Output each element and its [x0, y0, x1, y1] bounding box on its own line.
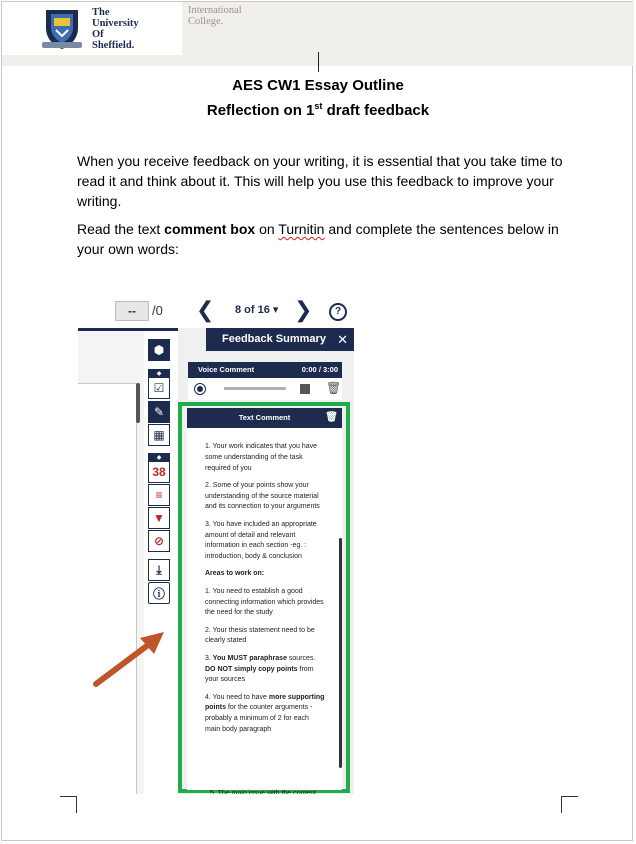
- chevron-right-icon[interactable]: ❯: [294, 297, 313, 322]
- tool-column: [144, 331, 178, 794]
- delete-comment-icon[interactable]: 🗑: [325, 412, 338, 423]
- voice-timer: 0:00 / 3:00: [301, 365, 338, 374]
- layer-toggle-icon[interactable]: ◆: [148, 369, 170, 377]
- page-number-input[interactable]: --: [115, 301, 149, 321]
- help-icon[interactable]: ?: [329, 303, 347, 321]
- comment-text: 1. Your work indicates that you have some understanding of the task required of you 2. Some of your points show your understanding of the source material and its connection to your arguments 3. You have included an appropriate amount of detail and relevant information in each section -eg. : introduction, body & conclusion Areas to work on: 1. You need to establish a good connecting information which provides the need for the study 2. Your thesis statement need to be clearly stated 3. You MUST paraphrase sources. DO NOT simply copy points from your sources 4. You need to have more supporting points for the counter arguments - probably a minimum of 2 for each main body paragraph: [205, 443, 325, 734]
- similarity-badge[interactable]: 38: [148, 461, 170, 483]
- turnitin-screenshot: [78, 294, 354, 794]
- voice-comment-header: Voice Comment 0:00 / 3:00: [188, 362, 342, 378]
- record-icon[interactable]: [194, 383, 206, 395]
- layer-toggle-icon-2[interactable]: ◆: [148, 453, 170, 461]
- text-comment-header: Text Comment 🗑: [187, 408, 342, 428]
- feedback-summary-header: Feedback Summary ✕: [206, 328, 354, 351]
- info-icon[interactable]: ⓘ: [148, 582, 170, 604]
- grid-icon[interactable]: ▦: [148, 424, 170, 446]
- document-scrollbar[interactable]: [136, 383, 140, 423]
- download-icon[interactable]: ⤓: [148, 559, 170, 581]
- page-corner-mark-left: [60, 796, 77, 813]
- checkbox-icon[interactable]: ☑: [148, 377, 170, 399]
- exclude-icon[interactable]: ⊘: [148, 530, 170, 552]
- trash-icon[interactable]: 🗑: [326, 381, 342, 395]
- stop-icon[interactable]: [300, 384, 310, 394]
- document-area: [78, 331, 148, 794]
- instruction-paragraph: Read the text comment box on Turnitin and complete the sentences below in your own words:: [77, 221, 559, 257]
- university-logo: [2, 2, 182, 55]
- comment-cutoff-line: 5. The main issue with the content: [210, 790, 317, 794]
- filter-icon[interactable]: ▼: [148, 507, 170, 529]
- page-pager[interactable]: 8 of 16 ▾: [235, 304, 279, 316]
- document-subtitle: Reflection on 1st draft feedback: [206, 101, 430, 119]
- international-college-wordmark: International College.: [188, 5, 242, 27]
- turnitin-word: Turnitin: [278, 221, 325, 237]
- feedback-panel: [178, 328, 354, 794]
- comment-scrollbar[interactable]: [339, 538, 342, 768]
- turnitin-topbar: [78, 294, 354, 328]
- text-cursor: [318, 52, 319, 72]
- university-wordmark: The University Of Sheffield.: [92, 7, 139, 51]
- voice-progress-bar: [224, 387, 286, 390]
- sort-filter-icon[interactable]: ≡: [148, 484, 170, 506]
- intro-paragraph: When you receive feedback on your writing, it is essential that you take time to read it and think about it. This will help you use this feedback to improve your writing.: [77, 153, 563, 209]
- arrow-icon: [90, 630, 170, 690]
- chevron-left-icon[interactable]: ❮: [196, 297, 215, 322]
- edit-icon[interactable]: ✎: [148, 401, 170, 423]
- text-comment-box[interactable]: [187, 428, 342, 790]
- layers-icon[interactable]: ⬢: [148, 339, 170, 361]
- document-title: AES CW1 Essay Outline: [232, 77, 404, 94]
- document-page: [78, 383, 137, 794]
- page-total: /0: [152, 303, 163, 318]
- close-icon[interactable]: ✕: [337, 332, 348, 347]
- page-corner-mark-right: [561, 796, 578, 813]
- crest-icon: [42, 6, 82, 50]
- voice-recorder: [188, 378, 342, 400]
